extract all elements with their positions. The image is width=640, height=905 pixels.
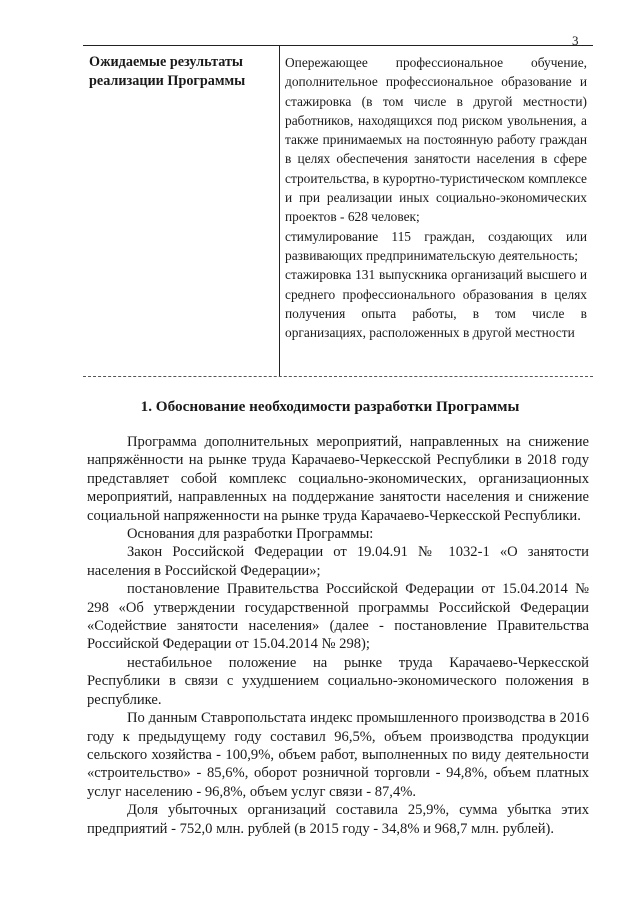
table-item: стимулирование 115 граждан, создающих или развивающих предпринимательскую деятельность; [285,228,587,263]
paragraph: Программа дополнительных мероприятий, направленных на снижение напряжённости на рынке труда Карачаево-Черкесской Республики в 2018 году представляет собой комплекс социально-экономических, организационных мероприятий, направленных на поддержание занятости населения и снижение социальной напряженности на рынке труда Карачаево-Черкесской Республики. [87,434,589,524]
table-content [285,53,587,342]
paragraph: Доля убыточных организаций составила 25,9%, сумма убытка этих предприятий - 752,0 млн. рублей (в 2015 году - 34,8% и 968,7 млн. рублей). [87,802,589,837]
table-column-divider [279,46,280,376]
table-item: стажировка 131 выпускника организаций высшего и среднего профессионального образования в целях получения опыта работы, в том числе в организациях, расположенных в другой местности [285,267,587,341]
table-label: Ожидаемые результаты реализации Программы [89,54,246,89]
expected-results-table [83,45,593,377]
table-item: Опережающее профессиональное обучение, дополнительное профессиональное образование и стажировка (в том числе в другой местности) работников, находящихся под риском увольнения, а также принимаемых на постоянную работу граждан в целях обеспечения занятости населения в сфере строительства, в курортно-туристическом комплексе и при реализации иных социально-экономических проектов - 628 человек; [285,55,587,225]
section-title: 1. Обоснование необходимости разработки Программы [140,398,520,415]
paragraph: нестабильное положение на рынке труда Карачаево-Черкесской Республики в связи с ухудшением социально-экономического положения в республике. [87,654,589,708]
section-body [87,433,589,838]
page-number: 3 [572,33,579,48]
paragraph: По данным Ставропольстата индекс промышленного производства в 2016 году к предыдущему году составил 96,5%, объем производства продукции сельского хозяйства - 100,9%, объем работ, выполненных по виду деятельности «строительство» - 85,6%, оборот розничной торговли - 94,8%, объем платных услуг населению - 96,8%, объем услуг связи - 87,4%. [87,710,589,800]
paragraph: постановление Правительства Российской Федерации от 15.04.2014 № 298 «Об утверждении государственной программы Российской Федерации «Содействие занятости населения» (далее - постановление Правительства Российской Федерации от 15.04.2014 № 298); [87,581,589,653]
paragraph: Закон Российской Федерации от 19.04.91 № 1032-1 «О занятости населения в Российской Федерации»; [87,544,589,579]
paragraph: Основания для разработки Программы: [127,526,374,543]
